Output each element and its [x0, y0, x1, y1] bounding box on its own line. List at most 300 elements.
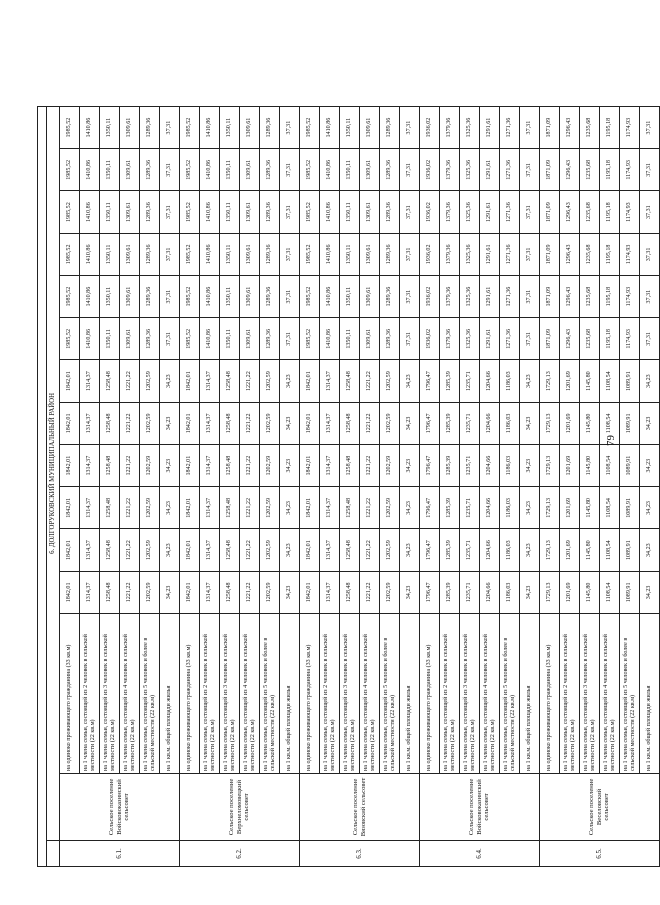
value-cell: 1108,54 — [600, 402, 620, 444]
value-cell: 34,23 — [400, 529, 420, 571]
value-cell: 1350,11 — [100, 191, 120, 233]
value-cell: 1871,09 — [540, 318, 560, 360]
value-cell: 1350,11 — [340, 318, 360, 360]
row-label: на 1 члена семьи, состоящей из 5 человек и более в сельской местности (22 кв.м) — [620, 614, 640, 774]
row-label: на 1 члена семьи, состоящей из 2 человек в сельской местности (22 кв.м) — [200, 614, 220, 774]
value-cell: 1202,59 — [380, 445, 400, 487]
settlement-name: Сельское поселение Вязовский сельсовет — [300, 774, 420, 841]
table-row — [220, 106, 240, 866]
value-cell: 1202,59 — [140, 487, 160, 529]
value-cell: 34,23 — [400, 571, 420, 613]
value-cell: 37,31 — [640, 276, 660, 318]
value-cell: 1202,59 — [260, 402, 280, 444]
value-cell: 1410,86 — [80, 276, 100, 318]
value-cell: 1985,52 — [180, 149, 200, 191]
value-cell: 1202,59 — [260, 360, 280, 402]
section-header-index-cell — [47, 841, 60, 867]
value-cell: 1271,36 — [500, 149, 520, 191]
value-cell: 1325,36 — [460, 106, 480, 148]
value-cell: 37,31 — [520, 233, 540, 275]
table-row — [320, 106, 340, 866]
value-cell: 1796,47 — [420, 360, 440, 402]
value-cell: 1221,22 — [240, 360, 260, 402]
table-row — [240, 106, 260, 866]
value-cell: 1289,36 — [380, 276, 400, 318]
value-cell: 1258,48 — [100, 445, 120, 487]
value-cell: 37,31 — [280, 276, 300, 318]
value-cell: 1985,52 — [60, 233, 80, 275]
value-cell: 1291,61 — [480, 149, 500, 191]
value-cell: 1314,37 — [80, 360, 100, 402]
value-cell: 1202,59 — [140, 529, 160, 571]
value-cell: 1201,69 — [560, 571, 580, 613]
value-cell: 1221,22 — [360, 529, 380, 571]
value-cell: 1221,22 — [120, 487, 140, 529]
value-cell: 1842,01 — [180, 360, 200, 402]
value-cell: 1842,01 — [180, 445, 200, 487]
value-cell: 34,23 — [400, 445, 420, 487]
value-cell: 1309,61 — [240, 233, 260, 275]
value-cell: 1350,11 — [220, 191, 240, 233]
row-label: на одиноко проживающего гражданина (33 кв.м) — [180, 614, 200, 774]
value-cell: 34,23 — [160, 445, 180, 487]
value-cell: 1202,59 — [380, 529, 400, 571]
row-label: на 1 члена семьи, состоящей из 5 человек и более в сельской местности (22 кв.м) — [260, 614, 280, 774]
value-cell: 1145,80 — [580, 571, 600, 613]
value-cell: 1325,36 — [460, 191, 480, 233]
value-cell: 37,31 — [400, 318, 420, 360]
value-cell: 37,31 — [520, 191, 540, 233]
value-cell: 37,31 — [400, 106, 420, 148]
value-cell: 1985,52 — [300, 276, 320, 318]
row-label: на 1 кв.м. общей площади жилья — [640, 614, 660, 774]
value-cell: 1379,36 — [440, 276, 460, 318]
value-cell: 37,31 — [280, 318, 300, 360]
value-cell: 1410,86 — [80, 149, 100, 191]
value-cell: 1145,80 — [580, 360, 600, 402]
table-row — [420, 106, 440, 866]
settlement-name: Сельское поселение Войсковоказинский сельсовет — [420, 774, 540, 841]
value-cell: 1202,59 — [380, 571, 400, 613]
value-cell: 1089,91 — [620, 402, 640, 444]
value-cell: 37,31 — [640, 149, 660, 191]
value-cell: 34,23 — [640, 360, 660, 402]
settlement-index: 6.2. — [180, 841, 300, 867]
value-cell: 1842,01 — [180, 571, 200, 613]
value-cell: 1296,43 — [560, 106, 580, 148]
value-cell: 1235,71 — [460, 529, 480, 571]
value-cell: 37,31 — [640, 106, 660, 148]
value-cell: 37,31 — [520, 149, 540, 191]
value-cell: 1296,43 — [560, 318, 580, 360]
value-cell: 1089,91 — [620, 529, 640, 571]
value-cell: 34,23 — [520, 487, 540, 529]
value-cell: 1202,59 — [260, 571, 280, 613]
value-cell: 1289,36 — [380, 191, 400, 233]
value-cell: 1289,36 — [380, 233, 400, 275]
value-cell: 1309,61 — [120, 233, 140, 275]
row-label: на 1 члена семьи, состоящей из 3 человек в сельской местности (22 кв.м) — [340, 614, 360, 774]
section-header: 6. ДОЛГОРУКОВСКИЙ МУНИЦИПАЛЬНЫЙ РАЙОН — [47, 106, 60, 840]
value-cell: 1936,02 — [420, 233, 440, 275]
value-cell: 1985,52 — [60, 191, 80, 233]
value-cell: 1796,47 — [420, 402, 440, 444]
settlement-index: 6.1. — [60, 841, 180, 867]
value-cell: 1202,59 — [260, 445, 280, 487]
value-cell: 1201,69 — [560, 487, 580, 529]
value-cell: 34,23 — [160, 529, 180, 571]
value-cell: 1325,36 — [460, 276, 480, 318]
value-cell: 34,23 — [280, 487, 300, 529]
value-cell: 1221,22 — [120, 360, 140, 402]
value-cell: 1410,86 — [320, 276, 340, 318]
value-cell: 1289,36 — [140, 106, 160, 148]
value-cell: 1729,13 — [540, 487, 560, 529]
value-cell: 34,23 — [640, 571, 660, 613]
row-label: на 1 члена семьи, состоящей из 5 человек и более в сельской местности (22 кв.м) — [380, 614, 400, 774]
value-cell: 37,31 — [160, 318, 180, 360]
page-number: 79 — [605, 435, 617, 446]
table-top-row — [38, 106, 47, 866]
value-cell: 1235,71 — [460, 402, 480, 444]
value-cell: 1204,66 — [480, 360, 500, 402]
value-cell: 1314,37 — [80, 445, 100, 487]
value-cell: 1379,36 — [440, 191, 460, 233]
value-cell: 1145,80 — [580, 445, 600, 487]
value-cell: 1258,48 — [340, 529, 360, 571]
table-body — [38, 106, 660, 866]
value-cell: 1289,36 — [260, 191, 280, 233]
value-cell: 37,31 — [520, 318, 540, 360]
table-row — [640, 106, 660, 866]
value-cell: 1289,36 — [140, 191, 160, 233]
value-cell: 1309,61 — [240, 149, 260, 191]
value-cell: 1145,80 — [580, 487, 600, 529]
value-cell: 1314,37 — [200, 487, 220, 529]
table-row — [560, 106, 580, 866]
value-cell: 1195,18 — [600, 276, 620, 318]
value-cell: 1842,01 — [60, 529, 80, 571]
table-row — [100, 106, 120, 866]
value-cell: 34,23 — [160, 402, 180, 444]
table-row — [260, 106, 280, 866]
value-cell: 1309,61 — [240, 318, 260, 360]
value-cell: 37,31 — [160, 191, 180, 233]
value-cell: 1235,68 — [580, 233, 600, 275]
value-cell: 1314,37 — [200, 445, 220, 487]
value-cell: 1145,80 — [580, 402, 600, 444]
value-cell: 1186,03 — [500, 529, 520, 571]
value-cell: 1842,01 — [300, 402, 320, 444]
value-cell: 1410,86 — [200, 276, 220, 318]
value-cell: 1985,52 — [180, 191, 200, 233]
value-cell: 1350,11 — [100, 276, 120, 318]
value-cell: 37,31 — [400, 191, 420, 233]
value-cell: 1985,52 — [180, 233, 200, 275]
value-cell: 1410,86 — [320, 233, 340, 275]
value-cell: 1350,11 — [340, 149, 360, 191]
value-cell: 1325,36 — [460, 233, 480, 275]
value-cell: 1309,61 — [360, 106, 380, 148]
value-cell: 1195,18 — [600, 149, 620, 191]
value-cell: 1325,36 — [460, 149, 480, 191]
value-cell: 34,23 — [280, 571, 300, 613]
value-cell: 1195,18 — [600, 318, 620, 360]
value-cell: 1285,39 — [440, 360, 460, 402]
value-cell: 1204,66 — [480, 402, 500, 444]
value-cell: 34,23 — [160, 571, 180, 613]
value-cell: 1195,18 — [600, 233, 620, 275]
value-cell: 1309,61 — [240, 191, 260, 233]
value-cell: 37,31 — [160, 106, 180, 148]
value-cell: 1258,48 — [220, 402, 240, 444]
value-cell: 1985,52 — [180, 106, 200, 148]
value-cell: 1314,37 — [80, 529, 100, 571]
value-cell: 1258,48 — [340, 445, 360, 487]
value-cell: 1379,36 — [440, 149, 460, 191]
table-row — [140, 106, 160, 866]
value-cell: 37,31 — [640, 233, 660, 275]
value-cell: 1291,61 — [480, 233, 500, 275]
value-cell: 1285,39 — [440, 529, 460, 571]
value-cell: 1195,18 — [600, 106, 620, 148]
value-cell: 1410,86 — [80, 106, 100, 148]
value-cell: 1258,48 — [100, 487, 120, 529]
value-cell: 1202,59 — [140, 360, 160, 402]
table-row — [360, 106, 380, 866]
value-cell: 34,23 — [160, 487, 180, 529]
value-cell: 1410,86 — [320, 106, 340, 148]
row-label: на одиноко проживающего гражданина (33 кв.м) — [420, 614, 440, 774]
row-label: на 1 члена семьи, состоящей из 3 человек в сельской местности (22 кв.м) — [460, 614, 480, 774]
value-cell: 1221,22 — [360, 487, 380, 529]
value-cell: 1936,02 — [420, 191, 440, 233]
value-cell: 1796,47 — [420, 445, 440, 487]
value-cell: 1379,36 — [440, 106, 460, 148]
table-row — [520, 106, 540, 866]
value-cell: 34,23 — [400, 402, 420, 444]
value-cell: 1258,48 — [100, 402, 120, 444]
value-cell: 34,23 — [280, 529, 300, 571]
value-cell: 1195,18 — [600, 191, 620, 233]
row-label: на 1 члена семьи, состоящей из 2 человек в сельской местности (22 кв.м) — [560, 614, 580, 774]
value-cell: 1410,86 — [320, 318, 340, 360]
value-cell: 1271,36 — [500, 233, 520, 275]
value-cell: 1309,61 — [360, 191, 380, 233]
table-row — [120, 106, 140, 866]
value-cell: 1729,13 — [540, 402, 560, 444]
value-cell: 1289,36 — [260, 233, 280, 275]
value-cell: 1309,61 — [120, 149, 140, 191]
value-cell: 37,31 — [520, 276, 540, 318]
value-cell: 1985,52 — [300, 318, 320, 360]
value-cell: 1201,69 — [560, 402, 580, 444]
row-label: на 1 члена семьи, состоящей из 4 человек в сельской местности (22 кв.м) — [240, 614, 260, 774]
value-cell: 1202,59 — [380, 487, 400, 529]
row-label: на 1 члена семьи, состоящей из 3 человек в сельской местности (22 кв.м) — [580, 614, 600, 774]
settlement-index: 6.5. — [540, 841, 660, 867]
value-cell: 1089,91 — [620, 571, 640, 613]
row-label: на 1 члена семьи, состоящей из 2 человек в сельской местности (22 кв.м) — [320, 614, 340, 774]
table-row — [580, 106, 600, 866]
value-cell: 1235,68 — [580, 276, 600, 318]
value-cell: 1186,03 — [500, 571, 520, 613]
value-cell: 1289,36 — [140, 149, 160, 191]
value-cell: 1235,68 — [580, 106, 600, 148]
value-cell: 1350,11 — [220, 276, 240, 318]
value-cell: 1291,61 — [480, 106, 500, 148]
value-cell: 1221,22 — [240, 445, 260, 487]
value-cell: 1108,54 — [600, 571, 620, 613]
value-cell: 1258,48 — [340, 571, 360, 613]
value-cell: 37,31 — [160, 233, 180, 275]
settlement-name: Сельское поселение Веселовский сельсовет — [540, 774, 660, 841]
value-cell: 1871,09 — [540, 233, 560, 275]
value-cell: 37,31 — [280, 106, 300, 148]
settlement-name: Сельское поселение Верхнеломовецкий сельсовет — [180, 774, 300, 841]
value-cell: 1204,66 — [480, 571, 500, 613]
rotated-table-wrapper — [37, 107, 653, 867]
value-cell: 1729,13 — [540, 445, 560, 487]
value-cell: 1936,02 — [420, 149, 440, 191]
value-cell: 1350,11 — [100, 233, 120, 275]
value-cell: 34,23 — [640, 487, 660, 529]
value-cell: 1314,37 — [200, 402, 220, 444]
value-cell: 1379,36 — [440, 233, 460, 275]
value-cell: 1796,47 — [420, 571, 440, 613]
row-label: на 1 члена семьи, состоящей из 4 человек в сельской местности (22 кв.м) — [360, 614, 380, 774]
value-cell: 1985,52 — [300, 191, 320, 233]
row-label: на одиноко проживающего гражданина (33 кв.м) — [540, 614, 560, 774]
row-label: на 1 члена семьи, состоящей из 4 человек в сельской местности (22 кв.м) — [120, 614, 140, 774]
value-cell: 1350,11 — [100, 318, 120, 360]
value-cell: 1314,37 — [200, 571, 220, 613]
value-cell: 1258,48 — [340, 487, 360, 529]
value-cell: 1842,01 — [300, 445, 320, 487]
value-cell: 1729,13 — [540, 529, 560, 571]
value-cell: 1204,66 — [480, 487, 500, 529]
row-label: на одиноко проживающего гражданина (33 кв.м) — [60, 614, 80, 774]
value-cell: 1271,36 — [500, 276, 520, 318]
table-row — [480, 106, 500, 866]
value-cell: 1309,61 — [240, 106, 260, 148]
value-cell: 1271,36 — [500, 191, 520, 233]
value-cell: 1221,22 — [240, 571, 260, 613]
value-cell: 34,23 — [640, 445, 660, 487]
value-cell: 1235,68 — [580, 191, 600, 233]
value-cell: 1729,13 — [540, 571, 560, 613]
value-cell: 1174,93 — [620, 106, 640, 148]
value-cell: 1235,68 — [580, 318, 600, 360]
value-cell: 1985,52 — [60, 318, 80, 360]
value-cell: 1186,03 — [500, 445, 520, 487]
row-label: на 1 кв.м. общей площади жилья — [400, 614, 420, 774]
value-cell: 1985,52 — [180, 276, 200, 318]
row-label: на одиноко проживающего гражданина (33 кв.м) — [300, 614, 320, 774]
value-cell: 1289,36 — [380, 106, 400, 148]
table-row — [280, 106, 300, 866]
value-cell: 37,31 — [160, 276, 180, 318]
value-cell: 1174,93 — [620, 318, 640, 360]
value-cell: 1842,01 — [60, 360, 80, 402]
value-cell: 1201,69 — [560, 360, 580, 402]
value-cell: 1314,37 — [320, 402, 340, 444]
value-cell: 1842,01 — [60, 402, 80, 444]
value-cell: 37,31 — [640, 318, 660, 360]
value-cell: 34,23 — [520, 571, 540, 613]
value-cell: 1871,09 — [540, 276, 560, 318]
table-row — [60, 106, 80, 866]
value-cell: 1936,02 — [420, 276, 440, 318]
value-cell: 1842,01 — [60, 487, 80, 529]
table-row — [380, 106, 400, 866]
value-cell: 1842,01 — [300, 360, 320, 402]
value-cell: 1985,52 — [300, 106, 320, 148]
value-cell: 1350,11 — [220, 149, 240, 191]
row-label: на 1 члена семьи, состоящей из 2 человек в сельской местности (22 кв.м) — [440, 614, 460, 774]
housing-cost-table — [37, 106, 660, 867]
value-cell: 1314,37 — [80, 402, 100, 444]
value-cell: 1410,86 — [80, 318, 100, 360]
value-cell: 1258,48 — [340, 402, 360, 444]
value-cell: 1108,54 — [600, 529, 620, 571]
value-cell: 1314,37 — [80, 487, 100, 529]
value-cell: 1285,39 — [440, 445, 460, 487]
row-label: на 1 кв.м. общей площади жилья — [520, 614, 540, 774]
value-cell: 1985,52 — [300, 233, 320, 275]
value-cell: 1350,11 — [340, 276, 360, 318]
value-cell: 1842,01 — [180, 402, 200, 444]
value-cell: 34,23 — [400, 487, 420, 529]
value-cell: 1202,59 — [140, 445, 160, 487]
value-cell: 1202,59 — [380, 360, 400, 402]
value-cell: 1350,11 — [220, 233, 240, 275]
value-cell: 1350,11 — [220, 318, 240, 360]
value-cell: 1309,61 — [240, 276, 260, 318]
value-cell: 1235,71 — [460, 445, 480, 487]
value-cell: 1235,71 — [460, 487, 480, 529]
value-cell: 34,23 — [280, 402, 300, 444]
value-cell: 1289,36 — [140, 318, 160, 360]
value-cell: 1221,22 — [240, 402, 260, 444]
value-cell: 34,23 — [400, 360, 420, 402]
value-cell: 1235,68 — [580, 149, 600, 191]
value-cell: 1089,91 — [620, 360, 640, 402]
table-row — [200, 106, 220, 866]
value-cell: 1289,36 — [260, 106, 280, 148]
row-label: на 1 члена семьи, состоящей из 5 человек и более в сельской местности (22 кв.м) — [140, 614, 160, 774]
value-cell: 1221,22 — [120, 445, 140, 487]
value-cell: 1108,54 — [600, 487, 620, 529]
value-cell: 1314,37 — [320, 487, 340, 529]
value-cell: 1350,11 — [340, 106, 360, 148]
row-label: на 1 члена семьи, состоящей из 3 человек в сельской местности (22 кв.м) — [220, 614, 240, 774]
value-cell: 34,23 — [520, 402, 540, 444]
table-row — [160, 106, 180, 866]
value-cell: 1221,22 — [240, 487, 260, 529]
value-cell: 37,31 — [400, 149, 420, 191]
value-cell: 1258,48 — [100, 360, 120, 402]
value-cell: 1309,61 — [120, 106, 140, 148]
row-label: на 1 члена семьи, состоящей из 2 человек в сельской местности (22 кв.м) — [80, 614, 100, 774]
value-cell: 1309,61 — [360, 318, 380, 360]
value-cell: 1221,22 — [360, 402, 380, 444]
section-header-row — [47, 106, 60, 866]
value-cell: 1202,59 — [140, 402, 160, 444]
value-cell: 1089,91 — [620, 487, 640, 529]
value-cell: 34,23 — [520, 360, 540, 402]
value-cell: 37,31 — [160, 149, 180, 191]
